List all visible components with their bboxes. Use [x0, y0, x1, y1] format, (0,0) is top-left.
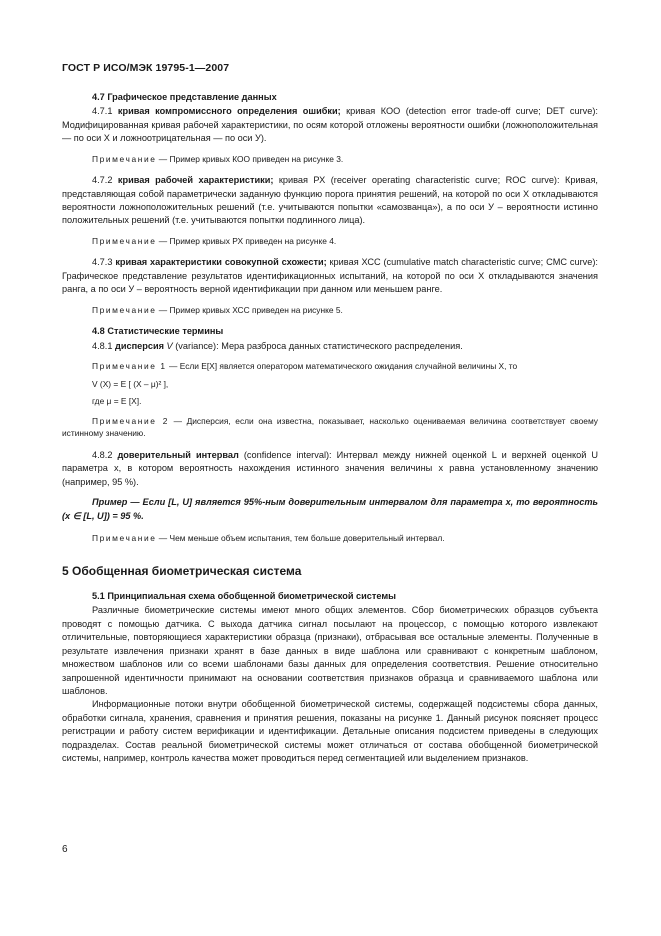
variance-formula-where: где μ = E [X].: [92, 396, 142, 407]
definition-4-7-1: 4.7.1 кривая компромиссного определения ошибки; кривая КОО (detection error trade-off curve; DET curve): Модифицированная кривая рабочей характеристики, по осям которой отложены вероятности ошибки (ложноположительная — по оси Х и ложноотрицательная — по оси У).: [62, 106, 598, 144]
note-4-7-1: Примечание — Пример кривых КОО приведен на рисунке 3.: [92, 153, 344, 164]
term-det-curve: кривая компромиссного определения ошибки;: [117, 106, 341, 117]
section-4-7-heading: 4.7 Графическое представление данных: [92, 92, 277, 102]
section-5-1-heading: 5.1 Принципиальная схема обобщенной биометрической системы: [92, 591, 397, 602]
term-roc-curve: кривая рабочей характеристики;: [117, 175, 274, 186]
note-4-7-2: Примечание — Пример кривых РХ приведен на рисунке 4.: [92, 235, 337, 246]
note-4-7-3: Примечание — Пример кривых ХСС приведен на рисунке 5.: [92, 304, 343, 315]
paragraph-5-1-1: Различные биометрические системы имеют много общих элементов. Сбор биометрических образцов субъекта проводят с помощью датчика. С выхода датчика сигнал посылают на процессор, с помощью которого извлекают отличительные, повторяющиеся характеристики образца (признаки), отбрасывая все остальные элементы. Полученные в результате извлечения признаки хранят в базе данных в виде шаблона или сравнивают с конкретным шаблоном, множеством шаблонов или со всеми шаблонами базы данных для определения соответствия. Решение относительно запрошенной идентичности принимают на основании соответствия признаков образца и сравниваемого шаблона или шаблонов.: [62, 605, 598, 696]
term-confidence-interval: доверительный интервал: [117, 450, 239, 461]
standard-header: ГОСТ Р ИСО/МЭК 19795-1—2007: [62, 62, 230, 74]
document-page: [62, 0, 598, 936]
note-4-8-2: Примечание — Чем меньше объем испытания, тем больше доверительный интервал.: [92, 533, 445, 544]
definition-4-8-2: 4.8.2 доверительный интервал (confidence interval): Интервал между нижней оценкой L и верхней оценкой U параметра x, в котором вероятность нахождения истинного значения величины x равна установленному значению (например, 95 %).: [62, 450, 598, 487]
definition-4-8-1: 4.8.1 дисперсия V (variance): Мера разброса данных статистического распределения.: [92, 340, 463, 351]
term-cmc-curve: кривая характеристики совокупной схожести;: [115, 257, 327, 268]
note-4-8-1-1: Примечание 1 — Если E[X] является оператором математического ожидания случайной величины X, то: [92, 361, 518, 372]
definition-4-7-2: 4.7.2 кривая рабочей характеристики; кривая РХ (receiver operating characteristic curve; ROC curve): Кривая, представляющая собой параметрически заданную функцию порога принятия решений, на которой по оси Х откладываются вероятности ложноположительных решений (т.е. учитываются попытки «самозванца»), а по оси У – вероятности истинно положительных решений (т.е. учитываются попытки подлинного лица).: [62, 175, 598, 226]
definition-4-7-3: 4.7.3 кривая характеристики совокупной схожести; кривая ХСС (cumulative match characteristic curve; CMC curve): Графическое представление результатов идентификационных испытаний, на которой по оси Х откладываются значения ранга, а по оси У – вероятность верной идентификации при данном или меньшем ранге.: [62, 257, 598, 295]
note-4-8-1-2: Примечание 2 — Дисперсия, если она известна, показывает, насколько оцениваемая величина соответствует своему истинному значению.: [62, 415, 598, 439]
paragraph-5-1-2: Информационные потоки внутри обобщенной биометрической системы, содержащей подсистемы сбора данных, обработки сигнала, хранения, сравнения и принятия решения, показаны на рисунке 1. Данный рисунок поясняет процесс регистрации и работу систем верификации и идентификации. Детальные описания подсистем приведены в следующих подразделах. Состав реальной биометрической системы может отличаться от состава обобщенной биометрической системы, например, контроль качества может проводиться перед сегментацией или выделением признаков.: [62, 699, 598, 763]
variance-formula: V (X) = E [ (X – μ)² ],: [92, 378, 169, 389]
section-5-heading: 5 Обобщенная биометрическая система: [62, 563, 302, 578]
example-confidence-interval: Пример — Если [L, U] является 95%-ным доверительным интервалом для параметра x, то вероятность (x ∈ [L, U]) = 95 %.: [62, 497, 598, 521]
document-body: [62, 91, 598, 765]
term-variance: дисперсия: [115, 340, 164, 351]
section-4-8-heading: 4.8 Статистические термины: [92, 326, 224, 337]
page-number: 6: [62, 844, 68, 855]
